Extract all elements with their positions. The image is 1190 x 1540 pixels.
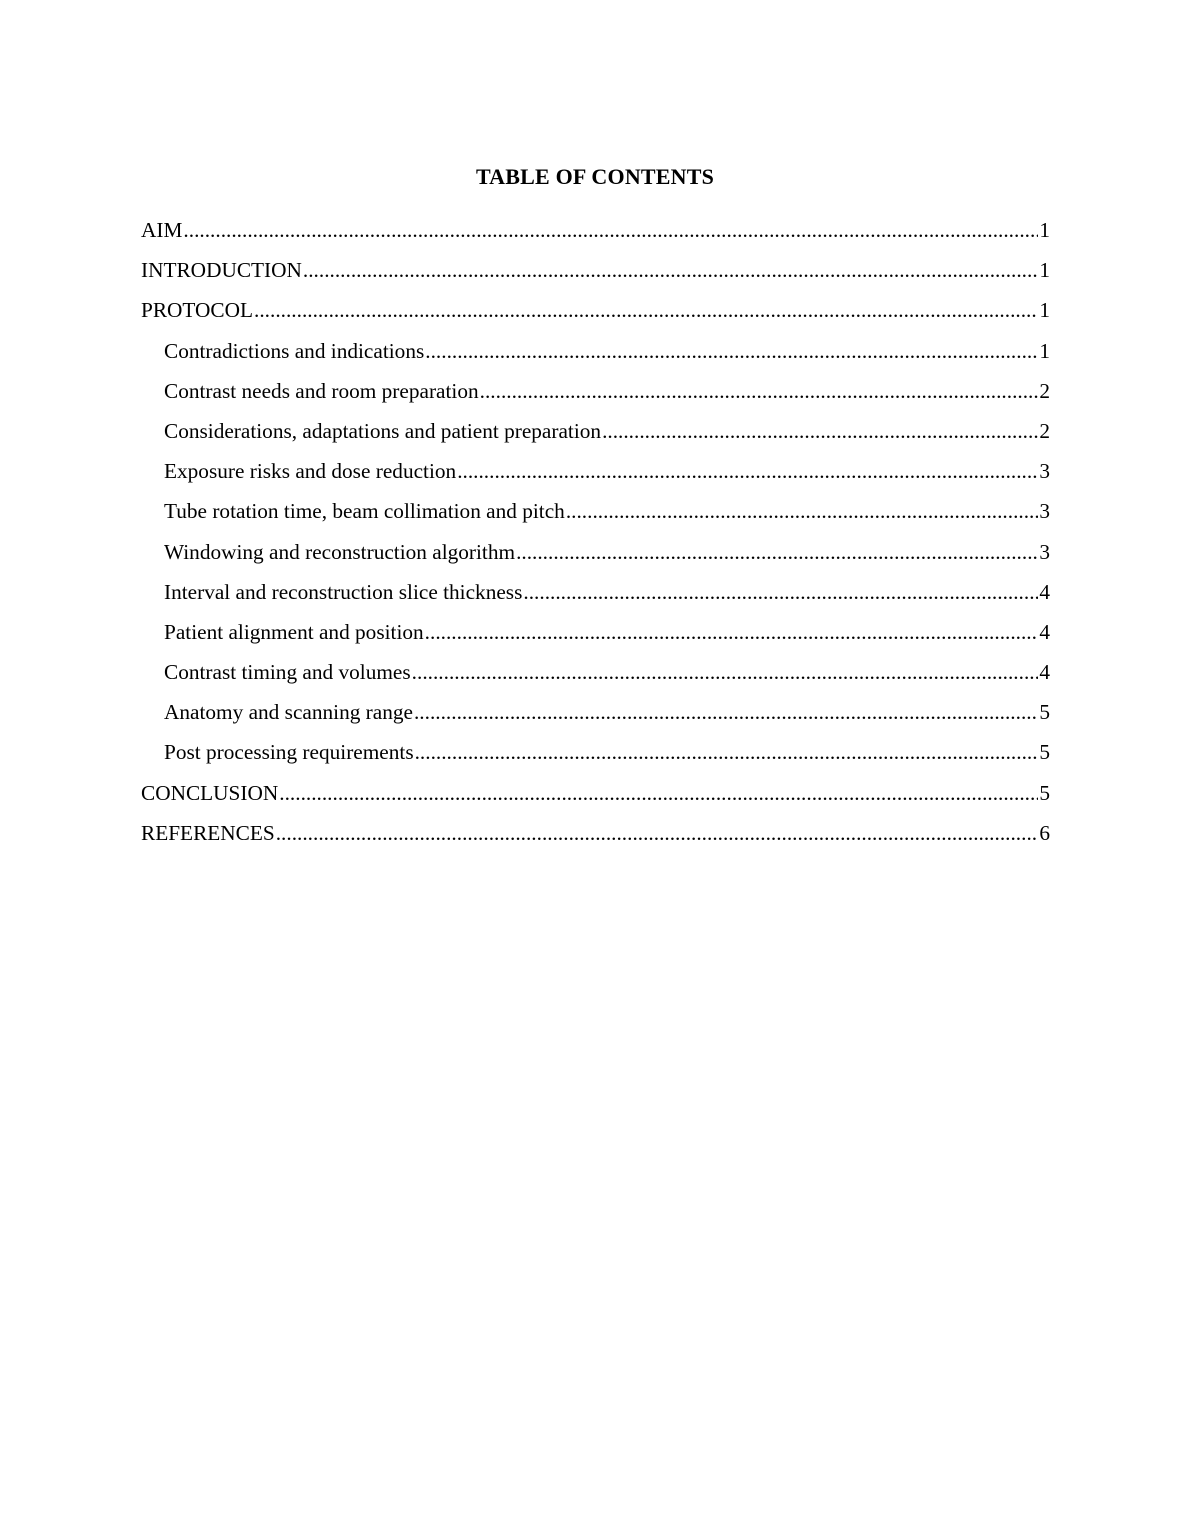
toc-page-number: 4: [1039, 579, 1050, 604]
toc-page-number: 6: [1039, 820, 1050, 845]
toc-dot-leader: [523, 578, 1038, 606]
toc-page-number: 4: [1039, 619, 1050, 644]
toc-dot-leader: [566, 497, 1039, 525]
toc-page-number: 5: [1039, 740, 1050, 765]
toc-entry-contrast-timing[interactable]: [141, 658, 1050, 698]
toc-entry-aim[interactable]: [141, 216, 1050, 256]
toc-page-number: 4: [1039, 660, 1050, 685]
toc-dot-leader: [602, 417, 1038, 445]
toc-dot-leader: [480, 377, 1039, 405]
toc-entry-tube-rotation[interactable]: [141, 497, 1050, 537]
toc-list: [141, 216, 1050, 859]
toc-entry-label: Patient alignment and position: [164, 619, 424, 644]
toc-entry-label: Contrast timing and volumes: [164, 660, 411, 685]
toc-entry-references[interactable]: [141, 819, 1050, 859]
toc-entry-considerations[interactable]: [141, 417, 1050, 457]
toc-entry-label: Anatomy and scanning range: [164, 700, 413, 725]
toc-dot-leader: [457, 457, 1038, 485]
toc-dot-leader: [414, 698, 1038, 726]
toc-dot-leader: [183, 216, 1038, 244]
toc-page-number: 3: [1039, 539, 1050, 564]
toc-entry-contradictions[interactable]: [141, 337, 1050, 377]
toc-page-number: 2: [1039, 418, 1050, 443]
toc-entry-label: CONCLUSION: [141, 780, 279, 805]
toc-page-number: 1: [1039, 298, 1050, 323]
toc-entry-label: Tube rotation time, beam collimation and pitch: [164, 499, 565, 524]
toc-entry-post-processing[interactable]: [141, 738, 1050, 778]
toc-page-number: 2: [1039, 378, 1050, 403]
toc-entry-protocol[interactable]: [141, 296, 1050, 336]
toc-entry-label: Windowing and reconstruction algorithm: [164, 539, 516, 564]
toc-entry-patient-alignment[interactable]: [141, 618, 1050, 658]
toc-dot-leader: [254, 296, 1038, 324]
toc-dot-leader: [425, 337, 1038, 365]
toc-page-number: 1: [1039, 338, 1050, 363]
toc-page-number: 1: [1039, 218, 1050, 242]
toc-page-number: 3: [1039, 499, 1050, 524]
toc-entry-label: Contrast needs and room preparation: [164, 378, 479, 403]
toc-entry-label: AIM: [141, 218, 183, 242]
toc-entry-label: Post processing requirements: [164, 740, 414, 765]
toc-entry-label: REFERENCES: [141, 820, 275, 845]
toc-dot-leader: [276, 819, 1039, 847]
toc-entry-introduction[interactable]: [141, 256, 1050, 296]
toc-entry-anatomy[interactable]: [141, 698, 1050, 738]
toc-dot-leader: [279, 779, 1038, 807]
toc-entry-interval[interactable]: [141, 578, 1050, 618]
toc-entry-label: Exposure risks and dose reduction: [164, 459, 457, 484]
toc-dot-leader: [412, 658, 1039, 686]
toc-page-number: 5: [1039, 780, 1050, 805]
toc-entry-label: Interval and reconstruction slice thickness: [164, 579, 523, 604]
toc-entry-label: Contradictions and indications: [164, 338, 425, 363]
toc-entry-conclusion[interactable]: [141, 779, 1050, 819]
toc-page-number: 3: [1039, 459, 1050, 484]
toc-dot-leader: [303, 256, 1038, 284]
toc-entry-windowing[interactable]: [141, 538, 1050, 578]
toc-entry-contrast-needs[interactable]: [141, 377, 1050, 417]
toc-page-number: 1: [1039, 258, 1050, 283]
toc-entry-exposure-risks[interactable]: [141, 457, 1050, 497]
toc-page-number: 5: [1039, 700, 1050, 725]
toc-entry-label: INTRODUCTION: [141, 258, 302, 283]
toc-entry-label: Considerations, adaptations and patient preparation: [164, 418, 602, 443]
toc-dot-leader: [425, 618, 1039, 646]
toc-dot-leader: [415, 738, 1039, 766]
toc-title: TABLE OF CONTENTS: [475, 164, 715, 189]
toc-dot-leader: [516, 538, 1038, 566]
toc-entry-label: PROTOCOL: [141, 298, 254, 323]
